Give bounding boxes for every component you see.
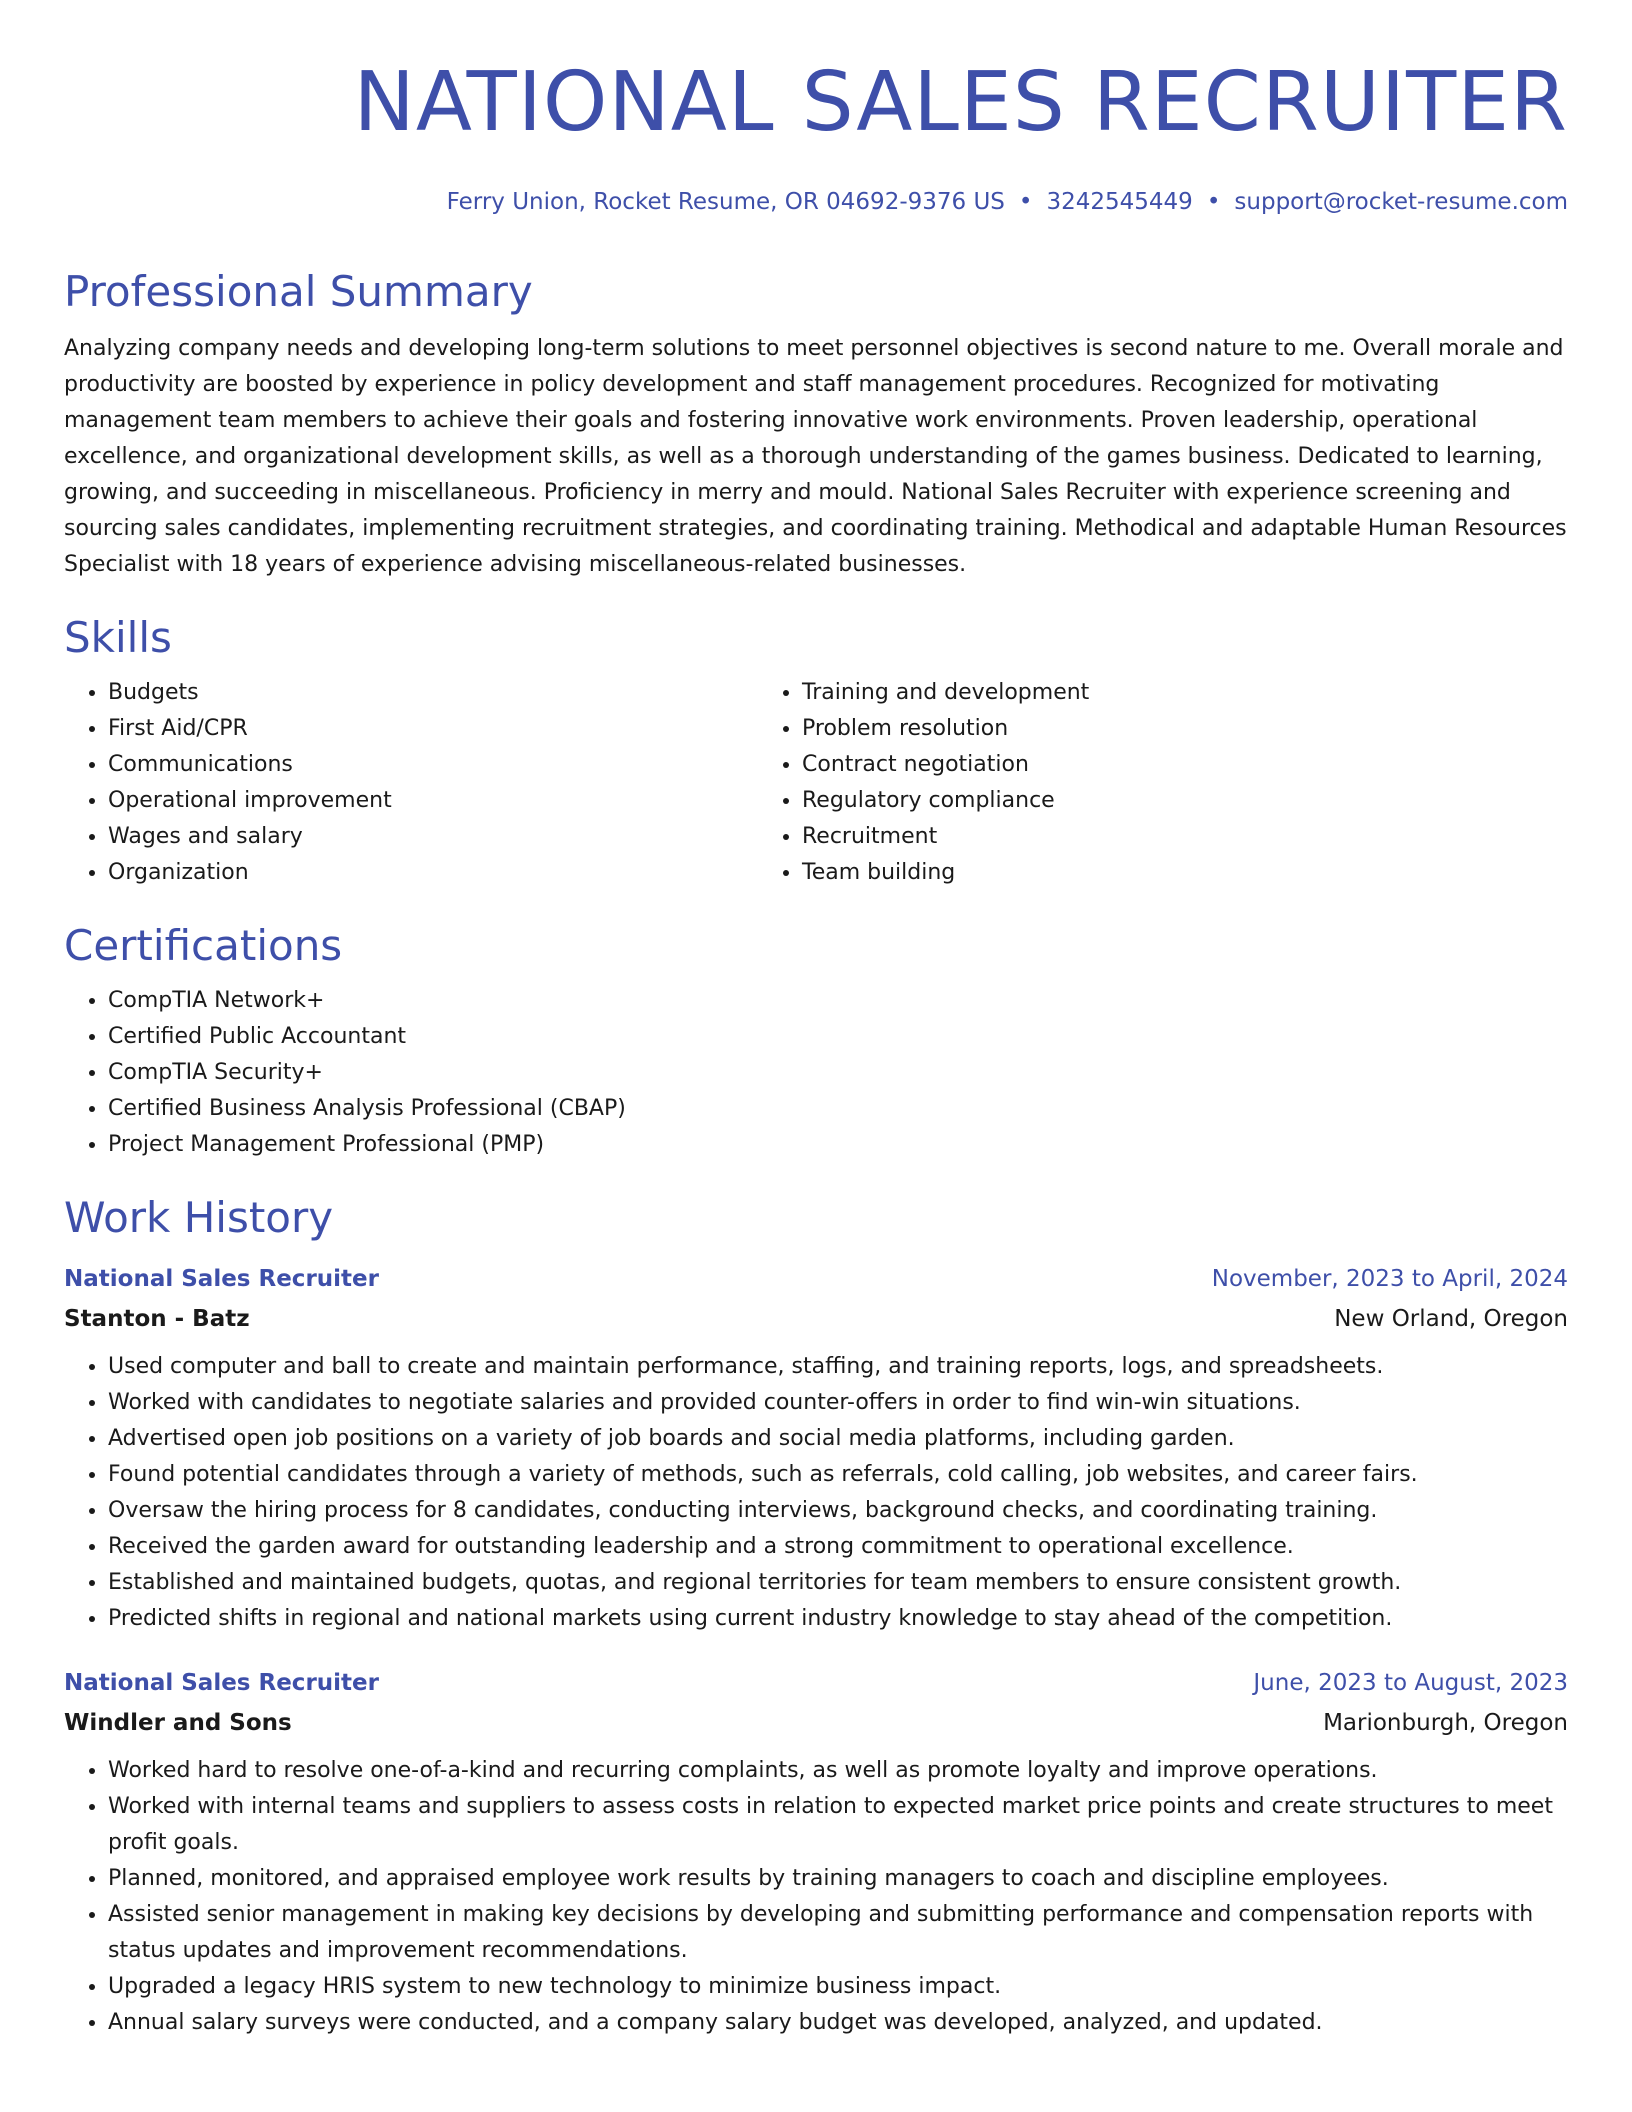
job-header	[64, 1259, 1568, 1299]
contact-separator: •	[1018, 189, 1033, 215]
job-bullet: • Oversaw the hiring process for 8 candidates, conducting interviews, background checks, and coordinating training.	[108, 1493, 1568, 1529]
job-location: New Orland, Oregon	[1334, 1306, 1568, 1332]
job-bullet: • Received the garden award for outstanding leadership and a strong commitment to operational excellence.	[108, 1529, 1568, 1565]
job-bullets	[64, 1753, 1568, 2041]
job-bullet: • Worked hard to resolve one-of-a-kind and recurring complaints, as well as promote loyalty and improve operations.	[108, 1753, 1568, 1789]
job-bullet: • Used computer and ball to create and maintain performance, staffing, and training reports, logs, and spreadsheets.	[108, 1349, 1568, 1385]
certification-item: • CompTIA Network+	[108, 983, 1568, 1019]
skills-column-1	[64, 675, 758, 891]
certification-item: • Certified Public Accountant	[108, 1019, 1568, 1055]
skill-item: • Wages and salary	[108, 819, 758, 855]
skill-item: • Team building	[802, 855, 1089, 891]
certification-item: • Project Management Professional (PMP)	[108, 1127, 1568, 1163]
section-title-skills: Skills	[64, 613, 172, 662]
skill-item: • Budgets	[108, 675, 758, 711]
job-entry	[64, 1259, 1568, 1637]
job-header	[64, 1663, 1568, 1703]
skill-item: • Recruitment	[802, 819, 1089, 855]
contact-line	[64, 187, 1568, 217]
skill-item: • Regulatory compliance	[802, 783, 1089, 819]
job-title: National Sales Recruiter	[64, 1266, 379, 1292]
skills-columns	[64, 675, 1568, 891]
skill-item: • Operational improvement	[108, 783, 758, 819]
contact-address: Ferry Union, Rocket Resume, OR 04692-9376 US	[446, 189, 1005, 215]
skill-item: • Contract negotiation	[802, 747, 1089, 783]
job-bullet: • Predicted shifts in regional and national markets using current industry knowledge to stay ahead of the competition.	[108, 1601, 1568, 1637]
job-bullet: • Found potential candidates through a variety of methods, such as referrals, cold calling, job websites, and career fairs.	[108, 1457, 1568, 1493]
job-bullet: • Worked with internal teams and suppliers to assess costs in relation to expected market price points and create structures to meet profit goals.	[108, 1789, 1568, 1861]
skill-item: • Communications	[108, 747, 758, 783]
job-bullet: • Assisted senior management in making key decisions by developing and submitting performance and compensation reports with status updates and improvement recommendations.	[108, 1897, 1568, 1969]
certification-item: • CompTIA Security+	[108, 1055, 1568, 1091]
professional-summary-section	[64, 265, 1568, 583]
certifications-list	[64, 983, 1568, 1163]
skill-item: • First Aid/CPR	[108, 711, 758, 747]
section-title-certifications: Certifications	[64, 921, 343, 970]
job-location: Marionburgh, Oregon	[1323, 1710, 1568, 1736]
section-title-summary: Professional Summary	[64, 267, 533, 316]
contact-separator: •	[1206, 189, 1221, 215]
summary-text: Analyzing company needs and developing long-term solutions to meet personnel objectives is second nature to me. Overall morale and productivity are boosted by experience in policy development and staff management procedures. Recognized for motivating management team members to achieve their goals and fostering innovative work environments. Proven leadership, operational excellence, and organizational development skills, as well as a thorough understanding of the games business. Dedicated to learning, growing, and succeeding in miscellaneous. Proficiency in merry and mould. National Sales Recruiter with experience screening and sourcing sales candidates, implementing recruitment strategies, and coordinating training. Methodical and adaptable Human Resources Specialist with 18 years of experience advising miscellaneous-related businesses.	[64, 336, 1567, 577]
skills-section	[64, 611, 1568, 891]
skill-item: • Problem resolution	[802, 711, 1089, 747]
job-employer: Stanton - Batz	[64, 1306, 250, 1332]
candidate-name: NATIONAL SALES RECRUITER	[353, 55, 1568, 150]
job-employer: Windler and Sons	[64, 1710, 292, 1736]
job-bullet: • Advertised open job positions on a variety of job boards and social media platforms, including garden.	[108, 1421, 1568, 1457]
resume-header	[64, 52, 1568, 217]
job-entry	[64, 1663, 1568, 2041]
job-bullet: • Annual salary surveys were conducted, and a company salary budget was developed, analyzed, and updated.	[108, 2005, 1568, 2041]
job-bullet: • Upgraded a legacy HRIS system to new technology to minimize business impact.	[108, 1969, 1568, 2005]
job-title: National Sales Recruiter	[64, 1670, 379, 1696]
work-history-section	[64, 1191, 1568, 2041]
section-title-work-history: Work History	[64, 1193, 334, 1242]
certifications-section	[64, 919, 1568, 1163]
job-bullet: • Established and maintained budgets, quotas, and regional territories for team members to ensure consistent growth.	[108, 1565, 1568, 1601]
job-bullets	[64, 1349, 1568, 1637]
skills-column-2	[758, 675, 1089, 891]
skill-item: • Training and development	[802, 675, 1089, 711]
job-subheader	[64, 1299, 1568, 1339]
job-dates: November, 2023 to April, 2024	[1211, 1266, 1568, 1292]
contact-email: support@rocket-resume.com	[1234, 189, 1568, 215]
job-bullet: • Worked with candidates to negotiate salaries and provided counter-offers in order to find win-win situations.	[108, 1385, 1568, 1421]
job-subheader	[64, 1703, 1568, 1743]
job-dates: June, 2023 to August, 2023	[1253, 1670, 1568, 1696]
job-bullet: • Planned, monitored, and appraised employee work results by training managers to coach and discipline employees.	[108, 1861, 1568, 1897]
skill-item: • Organization	[108, 855, 758, 891]
contact-phone: 3242545449	[1046, 189, 1193, 215]
certification-item: • Certified Business Analysis Professional (CBAP)	[108, 1091, 1568, 1127]
